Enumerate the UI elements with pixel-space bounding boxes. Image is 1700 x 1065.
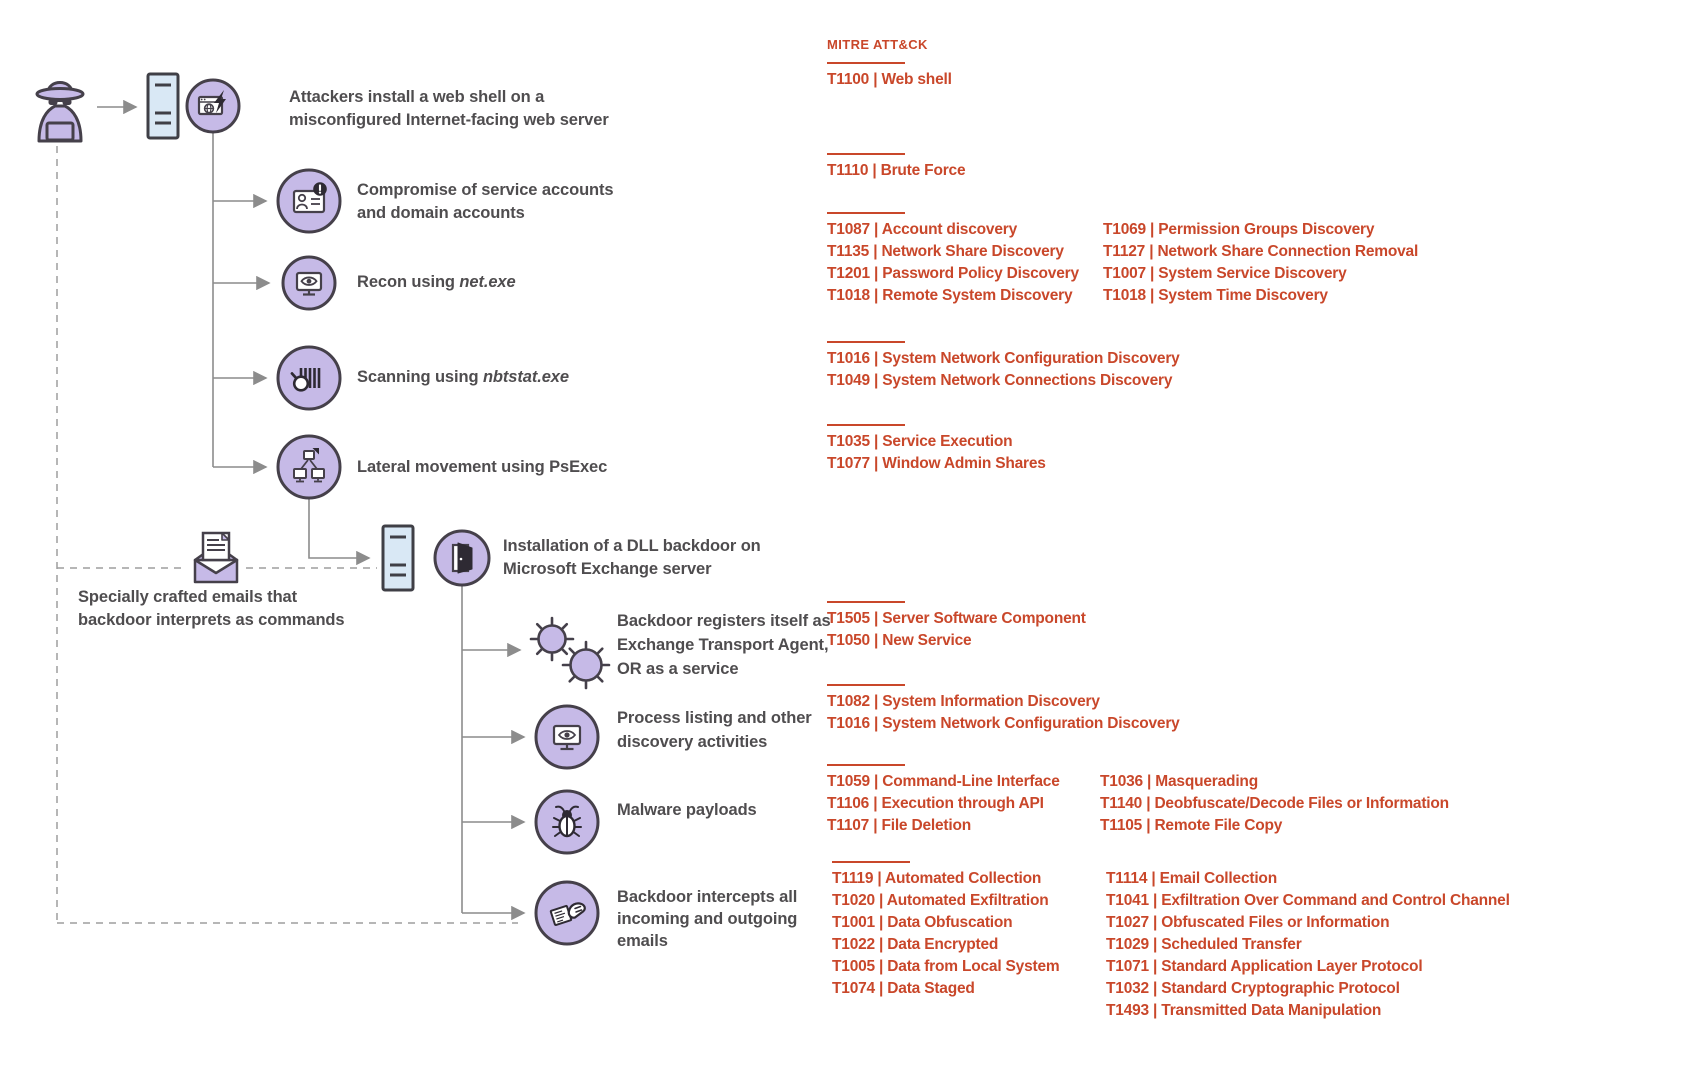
backdoor-door-icon xyxy=(433,529,491,587)
mitre-technique: T1135 | Network Share Discovery xyxy=(827,243,1064,260)
mitre-technique: T1035 | Service Execution xyxy=(827,433,1013,450)
server-icon xyxy=(146,72,180,140)
mitre-technique: T1074 | Data Staged xyxy=(832,980,975,997)
mitre-technique: T1050 | New Service xyxy=(827,632,972,649)
mitre-technique: T1100 | Web shell xyxy=(827,71,952,88)
step-label-intercept: Backdoor intercepts all incoming and outgoing emails xyxy=(617,888,798,950)
mitre-block-network-discovery xyxy=(827,341,1180,392)
mitre-technique: T1001 | Data Obfuscation xyxy=(832,914,1013,931)
mitre-technique: T1059 | Command-Line Interface xyxy=(827,773,1060,790)
mitre-technique: T1005 | Data from Local System xyxy=(832,958,1060,975)
mitre-technique: T1018 | System Time Discovery xyxy=(1103,287,1328,304)
mitre-technique: T1032 | Standard Cryptographic Protocol xyxy=(1106,980,1400,997)
server-icon xyxy=(381,524,415,592)
network-tree-icon xyxy=(276,434,342,500)
mitre-technique: T1114 | Email Collection xyxy=(1106,870,1277,887)
bug-icon xyxy=(534,789,600,855)
envelope-letter-icon xyxy=(190,530,242,586)
step-label-register: Backdoor registers itself as Exchange Transport Agent, OR as a service xyxy=(617,612,831,678)
block-divider xyxy=(827,601,905,603)
mitre-attack-title: MITRE ATT&CK xyxy=(827,37,928,52)
mitre-block-collection-exfiltration xyxy=(832,861,1510,1019)
hand-letter-icon xyxy=(534,880,600,946)
mitre-technique: T1049 | System Network Connections Discovery xyxy=(827,372,1173,389)
mitre-technique: T1493 | Transmitted Data Manipulation xyxy=(1106,1002,1382,1019)
spy-icon xyxy=(28,70,92,144)
mitre-technique: T1071 | Standard Application Layer Protocol xyxy=(1106,958,1423,975)
block-divider xyxy=(827,341,905,343)
block-divider xyxy=(827,212,905,214)
mitre-technique: T1106 | Execution through API xyxy=(827,795,1044,812)
mitre-technique: T1127 | Network Share Connection Removal xyxy=(1103,243,1419,260)
mitre-technique: T1087 | Account discovery xyxy=(827,221,1018,238)
mitre-block-system-discovery xyxy=(827,684,1180,735)
step-label-compromise: Compromise of service accounts and domain accounts xyxy=(357,181,614,222)
block-divider xyxy=(827,153,905,155)
mitre-technique: T1069 | Permission Groups Discovery xyxy=(1103,221,1375,238)
mitre-technique: T1016 | System Network Configuration Discovery xyxy=(827,350,1180,367)
step-label-web-shell: Attackers install a web shell on a misconfigured Internet-facing web server xyxy=(289,88,609,129)
mitre-technique: T1018 | Remote System Discovery xyxy=(827,287,1073,304)
mitre-technique: T1119 | Automated Collection xyxy=(832,870,1042,887)
mitre-block-discovery xyxy=(827,212,1419,307)
step-label-lateral: Lateral movement using PsExec xyxy=(357,458,608,476)
block-divider xyxy=(827,424,905,426)
mitre-technique: T1110 | Brute Force xyxy=(827,162,966,179)
mitre-block-brute-force xyxy=(827,153,965,182)
mitre-technique: T1020 | Automated Exfiltration xyxy=(832,892,1049,909)
block-divider xyxy=(827,62,905,64)
account-alert-icon xyxy=(276,168,342,234)
step-label-emails: Specially crafted emails that backdoor interprets as commands xyxy=(78,588,345,629)
mitre-technique: T1105 | Remote File Copy xyxy=(1100,817,1283,834)
mitre-block-persistence xyxy=(827,601,1086,652)
mitre-technique: T1022 | Data Encrypted xyxy=(832,936,999,953)
mitre-technique: T1041 | Exfiltration Over Command and Control Channel xyxy=(1106,892,1510,909)
barcode-magnifier-icon xyxy=(276,345,342,411)
virus-icon xyxy=(526,610,612,694)
step-label-process-listing: Process listing and other discovery activities xyxy=(617,709,812,751)
monitor-eye-icon xyxy=(281,255,337,311)
mitre-technique: T1077 | Window Admin Shares xyxy=(827,455,1046,472)
step-label-exchange: Installation of a DLL backdoor on Microsoft Exchange server xyxy=(503,537,761,578)
step-label-malware: Malware payloads xyxy=(617,801,757,819)
mitre-technique: T1082 | System Information Discovery xyxy=(827,693,1100,710)
mitre-block-execution xyxy=(827,764,1449,837)
block-divider xyxy=(827,684,905,686)
mitre-technique: T1140 | Deobfuscate/Decode Files or Information xyxy=(1100,795,1449,812)
step-label-recon: Recon using net.exe xyxy=(357,273,516,291)
mitre-technique: T1027 | Obfuscated Files or Information xyxy=(1106,914,1390,931)
mitre-block-web-shell xyxy=(827,62,952,91)
mitre-technique: T1107 | File Deletion xyxy=(827,817,971,834)
step-label-scanning: Scanning using nbtstat.exe xyxy=(357,368,569,386)
mitre-technique: T1201 | Password Policy Discovery xyxy=(827,265,1079,282)
mitre-technique: T1036 | Masquerading xyxy=(1100,773,1258,790)
monitor-eye-icon xyxy=(534,704,600,770)
mitre-technique: T1016 | System Network Configuration Discovery xyxy=(827,715,1180,732)
mitre-technique: T1505 | Server Software Component xyxy=(827,610,1086,627)
mitre-technique: T1007 | System Service Discovery xyxy=(1103,265,1347,282)
mitre-block-lateral xyxy=(827,424,1046,475)
block-divider xyxy=(827,764,905,766)
mitre-technique: T1029 | Scheduled Transfer xyxy=(1106,936,1302,953)
block-divider xyxy=(832,861,910,863)
web-shell-icon xyxy=(184,77,242,135)
